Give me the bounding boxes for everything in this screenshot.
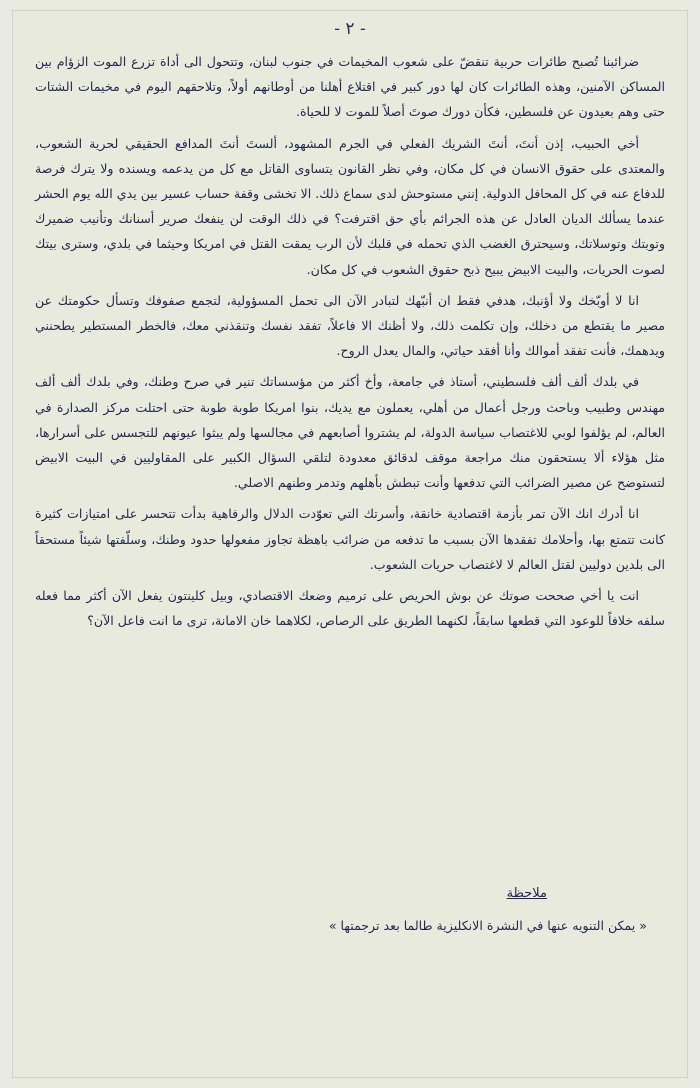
paragraph-2: أخي الحبيب، إذن أنتَ، أنتَ الشريك الفعلي في الجرم المشهود، ألستَ أنتَ المدافع الحقيقي لحرية الشعوب، والمعتدى على حقوق الانسان في كل مكان، وفي نظر القانون يتساوى القاتل مع كل من يدعمه ويسنده ولا يترك فرصة للدفاع عنه في كل المحافل الدولية. إنني مستوحش لدى سماع ذلك. الا تخشى وقفة حساب عسير بين يدي الله يوم الحشر عندما يسألك الديان العادل عن هذه الجرائم بأي حق اقترفت؟ في ذلك الوقت لن ينفعك صرير أسنانك وتأنيب ضميرك وتوبتك وتوسلاتك، وسيحترق الغضب الذي تحمله في قلبك لأن الرب يمقت القتل في امريكا وحيثما في بلدي، وسترى بيتك لصوت الحريات، والبيت الابيض يبيح ذبح حقوق الشعوب في كل مكان.: [35, 135, 665, 277]
letter-page: [12, 10, 688, 1078]
letter-body: [35, 49, 665, 639]
page-number: - ٢ -: [334, 19, 366, 39]
paragraph-6: انت يا أخي صححت صوتك عن بوش الحريص على ترميم وضعك الاقتصادي، وبيل كلينتون يفعل الآن أكثر مما فعله سلفه خلافاً للوعود التي قطعها سابقاً، لكنهما الطريق على الرصاص، لكلاهما خان الامانة، ترى ما انت فاعل الآن؟: [35, 588, 665, 629]
note-section: [73, 883, 647, 939]
paragraph-5: انا أدرك انك الآن تمر بأزمة اقتصادية خانقة، وأسرتك التي تعوّدت الدلال والرفاهية بدأت تتحسر على امتيازات كثيرة كانت تتمتع بها، وأحلامك تفقدها الآن بسبب ما تدفعه من ضرائب باهظة تجاوز مفعولها حدود وطنك، وسلّفتها شيئاً مستحقاً الى بلدين دوليين لقتل العالم لا لاغتصاب حريات الشعوب.: [35, 506, 665, 572]
paragraph-1: ضرائبنا تُصبح طائرات حربية تنقضّ على شعوب المخيمات في جنوب لبنان، وتتحول الى أداة تزرع الموت الزؤام بين المساكن الآمنين، وهذه الطائرات كان لها دور كبير في اقتلاع أهلنا من أوطانهم أولاً، وتلاحقهم اليوم في مخيمات الشتات حتى وهم بعيدون عن فلسطين، فكأن دورك صوتَ أصلاً للموت لا للحياة.: [35, 54, 665, 120]
paragraph-4: في بلدك ألف ألف فلسطيني، أستاذ في جامعة، وأخ أكثر من مؤسساتك تنير في صرح وطنك، وفي بلدك ألف ألف مهندس وطبيب وباحث ورجل أعمال من أهلي، يعملون مع يديك، بنوا امريكا طوبة طوبة حتى احتلت مركز الصدارة في العالم، لم يؤلفوا لوبي للاغتصاب سياسة الدولة، لم يشتروا أصابعهم في مجالسها ولم يبثوا عيونهم للتجسس على أسرارها، مثل هؤلاء ألا يستحقون منك مراجعة موقف لدقائق معدودة لتلقي السؤال الكبير على المقاوليين في البيت الابيض لتستوضح عن مصير الضرائب التي تدفعها وأنت تبطش بأهلهم وتدمر وطنهم الاصلي.: [35, 374, 665, 491]
note-title: ملاحظة: [506, 886, 547, 901]
note-text: « يمكن التنويه عنها في النشرة الانكليزية طالما بعد ترجمتها »: [328, 918, 647, 933]
paragraph-3: انا لا أوبّخك ولا أؤنبك، هدفي فقط ان أنبّهك لتبادر الآن الى تحمل المسؤولية، لتجمع صفوفك وتسأل حكومتك عن مصير ما يقتطع من دخلك، وإن تكلمت ذلك، ولا أظنك الا فاعلاً، تفقد نفسك وتنقذني معك، فالخطر المستطير يطحنني ويدهمك، فأنت تفقد أموالك وأنا أفقد حياتي، والمال يعدل الروح.: [35, 292, 665, 359]
